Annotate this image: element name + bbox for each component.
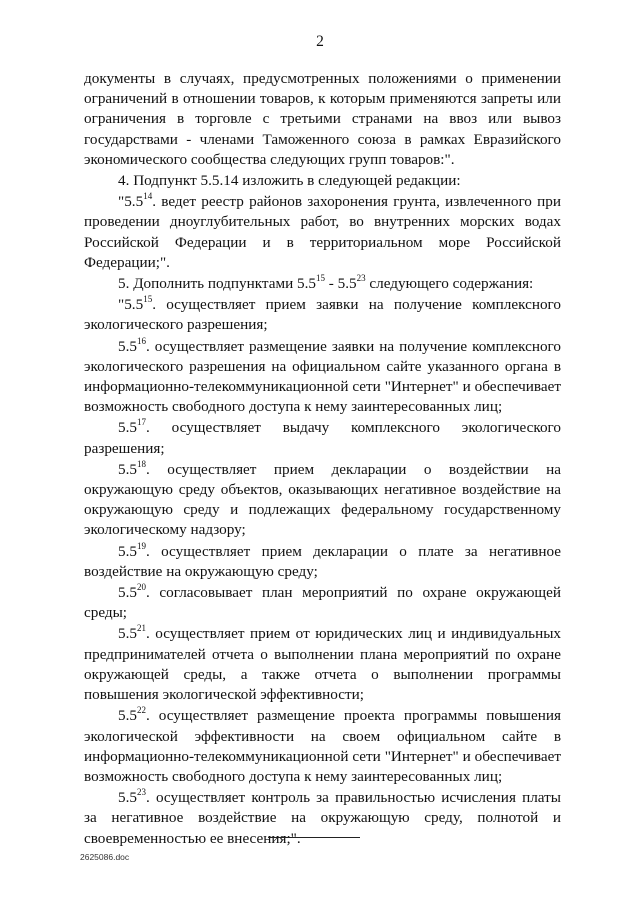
superscript-number: 14 — [143, 191, 153, 202]
text-run: 5.5 — [118, 789, 137, 807]
paragraph — [84, 69, 561, 170]
paragraph — [84, 624, 561, 705]
text-run: . осуществляет контроль за правильностью исчисления платы за негативное воздействие на окружающую среду, полнотой и своевременностью ее внесения;". — [84, 789, 561, 847]
file-id: 2625086.doc — [80, 852, 130, 862]
paragraph — [84, 171, 561, 191]
text-run: 5.5 — [118, 460, 137, 478]
paragraph — [84, 192, 561, 273]
text-run: 5.5 — [118, 584, 137, 602]
text-run: следующего содержания: — [365, 275, 534, 293]
text-run: 5.5 — [118, 337, 137, 355]
paragraph — [84, 418, 561, 458]
superscript-number: 22 — [136, 705, 146, 716]
document-body — [84, 69, 561, 849]
text-run: - 5.5 — [324, 275, 357, 293]
text-run: . осуществляет прием декларации о плате за негативное воздействие на окружающую среду; — [84, 542, 561, 580]
superscript-number: 16 — [136, 335, 146, 346]
paragraph — [84, 460, 561, 541]
superscript-number: 19 — [136, 540, 146, 551]
paragraph — [84, 706, 561, 787]
paragraph — [84, 295, 561, 335]
text-run: документы в случаях, предусмотренных положениями о применении ограничений в отношении товаров, к которым применяются запреты или ограничения в торговле с третьими странами на ввоз или вывоз государствами - членами Таможенного союза в рамках Евразийского экономического сообщества следующих групп товаров:". — [84, 70, 561, 168]
text-run: . осуществляет прием от юридических лиц и индивидуальных предпринимателей отчета о выполнении плана мероприятий по охране окружающей среды, а также отчета о выполнении программы повышения экологической эффективности; — [84, 625, 561, 704]
paragraph — [84, 583, 561, 623]
text-run: . осуществляет прием заявки на получение комплексного экологического разрешения; — [84, 296, 561, 334]
end-rule — [268, 837, 360, 838]
text-run: . осуществляет прием декларации о воздействии на окружающую среду объектов, оказывающих негативное воздействие на окружающую среду и подлежащих федеральному государственному экологическому надзору; — [84, 460, 561, 539]
superscript-number: 20 — [136, 582, 146, 593]
superscript-number: 15 — [143, 294, 153, 305]
text-run: "5.5 — [118, 193, 144, 211]
text-run: . согласовывает план мероприятий по охране окружающей среды; — [84, 584, 561, 622]
superscript-number: 18 — [136, 458, 146, 469]
page-number: 2 — [316, 33, 324, 50]
text-run: 4. Подпункт 5.5.14 изложить в следующей редакции: — [118, 172, 461, 190]
paragraph — [84, 542, 561, 582]
text-run: 5.5 — [118, 625, 137, 643]
text-run: . осуществляет выдачу комплексного экологического разрешения; — [84, 419, 561, 457]
superscript-number: 17 — [136, 417, 146, 428]
text-run: 5.5 — [118, 707, 137, 725]
paragraph — [84, 337, 561, 418]
superscript-number: 21 — [136, 623, 146, 634]
paragraph — [84, 788, 561, 849]
paragraph — [84, 274, 561, 294]
superscript-number: 23 — [136, 787, 146, 798]
text-run: 5. Дополнить подпунктами 5.5 — [118, 275, 316, 293]
text-run: 5.5 — [118, 542, 137, 560]
text-run: . осуществляет размещение заявки на получение комплексного экологического разрешения на официальном сайте указанного органа в информационно-телекоммуникационной сети "Интернет" и обеспечивает возможность свободного доступа к нему заинтересованных лиц; — [84, 337, 561, 416]
text-run: . ведет реестр районов захоронения грунта, извлеченного при проведении дноуглубительных работ, во внутренних морских водах Российской Федерации и в территориальном море Российской Федерации;". — [84, 193, 561, 271]
text-run: "5.5 — [118, 296, 144, 314]
text-run: . осуществляет размещение проекта программы повышения экологической эффективности на своем официальном сайте в информационно-телекоммуникационной сети "Интернет" и обеспечивает возможность свободного доступа к нему заинтересованных лиц; — [84, 707, 561, 785]
superscript-number: 15 — [315, 272, 325, 283]
text-run: 5.5 — [118, 419, 137, 437]
superscript-number: 23 — [356, 272, 366, 283]
